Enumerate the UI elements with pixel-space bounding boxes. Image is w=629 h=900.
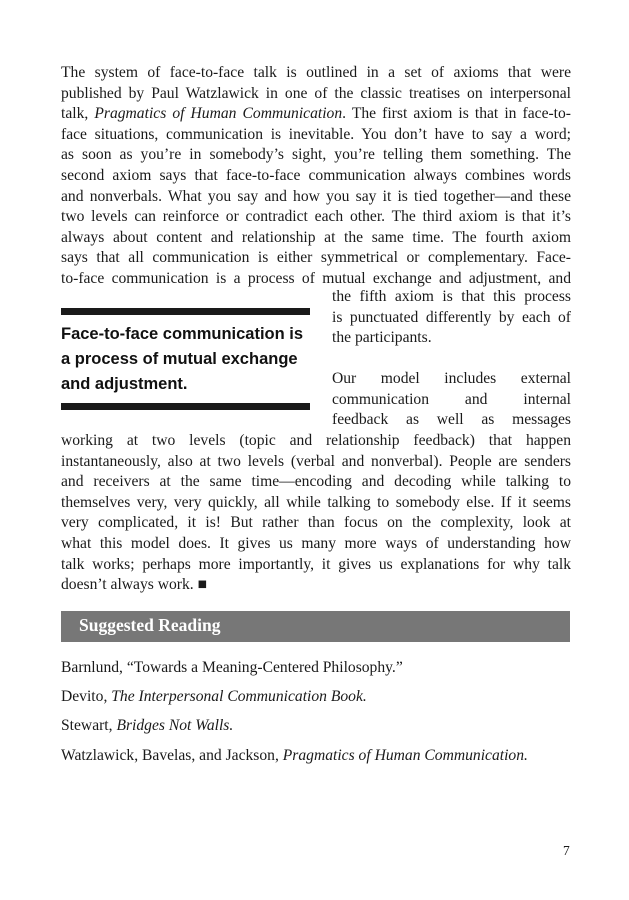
text-line: instantaneously, also at two levels (verbal and nonverbal). People are senders xyxy=(61,452,571,470)
text-line: as soon as you’re in somebody’s sight, you’re telling them something. The xyxy=(61,146,571,164)
text-line: very complicated, it is! But rather than focus on the complexity, look at xyxy=(61,514,571,532)
text-line: always about content and relationship at the same time. The fourth axiom xyxy=(61,228,571,246)
text-line: The system of face-to-face talk is outlined in a set of axioms that were xyxy=(61,64,571,81)
text-line: the fifth axiom is that this process xyxy=(332,288,571,305)
text-line: working at two levels (topic and relationship feedback) that happen xyxy=(61,432,571,449)
text-line: feedback as well as messages xyxy=(332,411,571,429)
reference-item: Barnlund, “Towards a Meaning-Centered Philosophy.” xyxy=(61,659,403,676)
text-line: is punctuated differently by each of xyxy=(332,308,571,326)
text-line: two levels can reinforce or contradict each other. The third axiom is that it’s xyxy=(61,208,571,226)
pullquote-line: Face-to-face communication is xyxy=(61,325,304,343)
text-line: communication and internal xyxy=(332,390,571,408)
section-title: Suggested Reading xyxy=(79,615,221,635)
pullquote-line: a process of mutual exchange xyxy=(61,350,298,368)
text-line: and nonverbals. What you say and how you say it is tied together—and these xyxy=(61,187,571,205)
text-line: and receivers at the same time—encoding and decoding while talking to xyxy=(61,473,571,491)
text-line: face situations, communication is inevitable. You don’t have to say a word; xyxy=(61,125,571,143)
text-line: published by Paul Watzlawick in one of the classic treatises on interpersonal xyxy=(61,84,571,102)
pullquote-line: and adjustment. xyxy=(61,375,188,393)
text-line: second axiom says that face-to-face communication always combines words xyxy=(61,167,571,184)
reference-item: Stewart, Bridges Not Walls. xyxy=(61,717,234,734)
text-line: to-face communication is a process of mutual exchange and adjustment, and xyxy=(61,270,571,287)
text-line: says that all communication is either symmetrical or complementary. Face- xyxy=(61,249,571,267)
suggested-reading-header xyxy=(61,611,570,642)
text-line: doesn’t always work. ■ xyxy=(61,576,207,594)
reference-item: Watzlawick, Bavelas, and Jackson, Pragmatics of Human Communication. xyxy=(61,747,528,764)
text-line: what this model does. It gives us many more ways of understanding how xyxy=(61,535,571,552)
pullquote-top-rule xyxy=(61,308,310,315)
text-line: Our model includes external xyxy=(332,370,571,387)
pullquote-bottom-rule xyxy=(61,403,310,410)
text-line: themselves very, very quickly, all while talking to somebody else. If it seems xyxy=(61,493,571,511)
text-line: talk, Pragmatics of Human Communication. The first axiom is that in face-to- xyxy=(61,105,571,123)
text-line: the participants. xyxy=(332,329,432,347)
reference-item: Devito, The Interpersonal Communication Book. xyxy=(61,688,367,705)
text-line: talk works; perhaps more importantly, it gives us explanations for why talk xyxy=(61,555,571,573)
page-number: 7 xyxy=(563,843,570,858)
